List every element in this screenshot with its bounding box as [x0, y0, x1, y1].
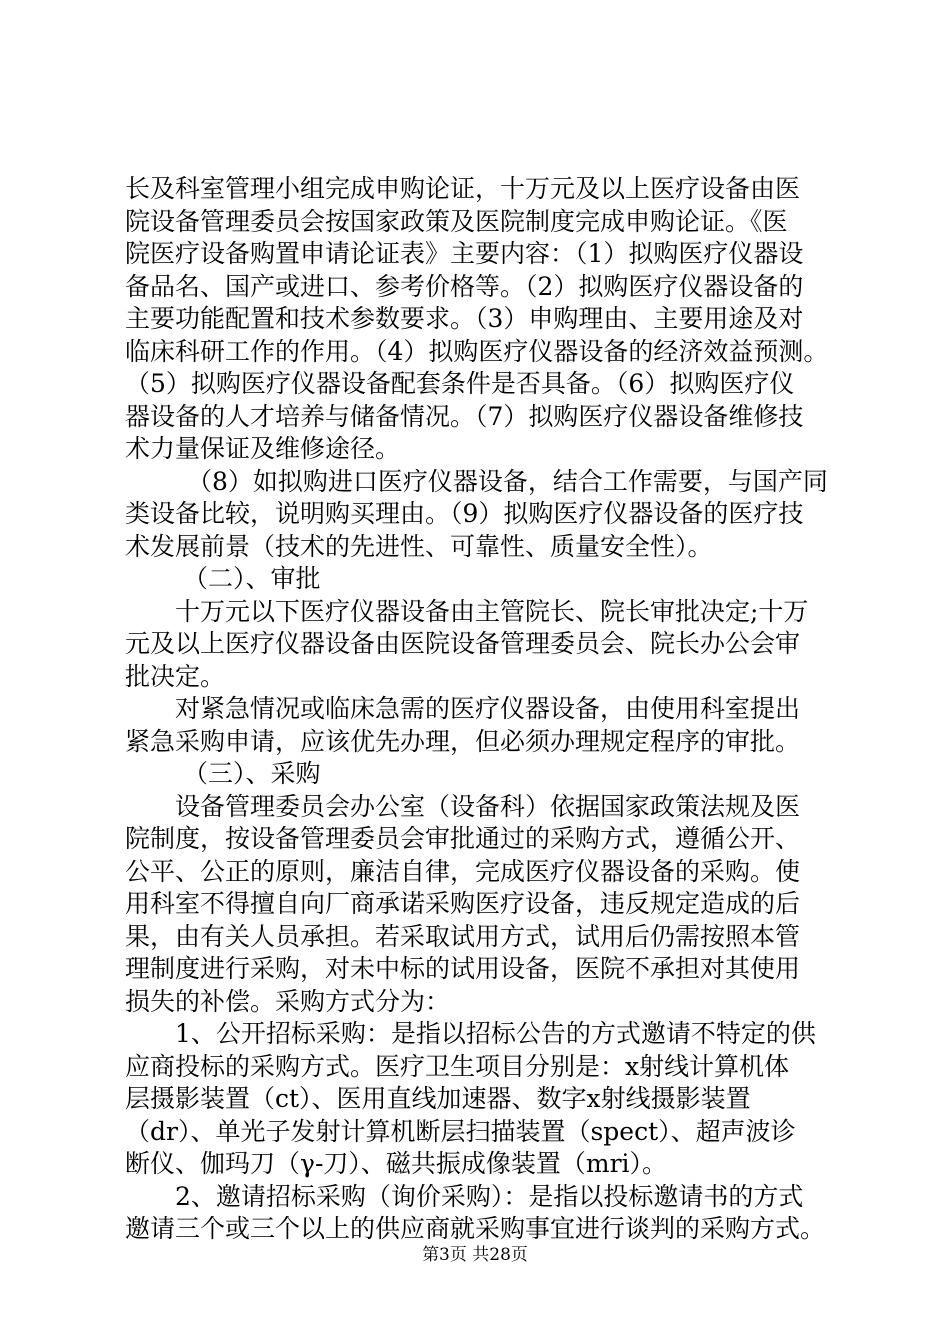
text-line: 公平、公正的原则，廉洁自律，完成医疗仪器设备的采购。使 — [125, 856, 801, 886]
text-line: 邀请三个或三个以上的供应商就采购事宜进行谈判的采购方式。 — [125, 1214, 826, 1243]
text-line: （dr）、单光子发射计算机断层扫描装置（spect）、超声波诊 — [125, 1116, 796, 1146]
text-line: 院设备管理委员会按国家政策及医院制度完成申购论证。《医 — [125, 206, 788, 236]
text-line: 长及科室管理小组完成申购论证，十万元及以上医疗设备由医 — [125, 174, 801, 203]
text-line: 用科室不得擅自向厂商承诺采购医疗设备，违反规定造成的后 — [125, 889, 801, 918]
section-heading-procurement: （三）、采购 — [183, 759, 321, 788]
text-line: 损失的补偿。采购方式分为： — [125, 986, 451, 1016]
paragraph-start-line: 设备管理委员会办公室（设备科）依据国家政策法规及医 — [175, 791, 801, 821]
paragraph-start-line: 对紧急情况或临床急需的医疗仪器设备，由使用科室提出 — [175, 694, 801, 723]
paragraph-start-line: 十万元以下医疗仪器设备由主管院长、院长审批决定;十万 — [175, 596, 809, 626]
text-line: 果，由有关人员承担。若采取试用方式，试用后仍需按照本管 — [125, 921, 801, 951]
text-line: 术发展前景（技术的先进性、可靠性、质量安全性）。 — [125, 531, 713, 561]
text-line: 院医疗设备购置申请论证表》主要内容：（1）拟购医疗仪器设 — [125, 239, 804, 268]
section-heading-approval: （二）、审批 — [183, 564, 321, 593]
text-line: 层摄影装置（ct）、医用直线加速器、数字x射线摄影装置 — [125, 1084, 751, 1113]
paragraph-start-line: （8）如拟购进口医疗仪器设备，结合工作需要，与国产同 — [187, 466, 828, 496]
text-line: 主要功能配置和技术参数要求。（3）申购理由、主要用途及对 — [125, 304, 804, 333]
text-line: （5）拟购医疗仪器设备配套条件是否具备。（6）拟购医疗仪 — [125, 369, 795, 398]
page-number-footer: 第3页 共28页 — [422, 1245, 528, 1265]
text-line: 院制度，按设备管理委员会审批通过的采购方式，遵循公开、 — [125, 824, 801, 853]
text-line: 理制度进行采购，对未中标的试用设备，医院不承担对其使用 — [125, 954, 801, 983]
text-line: 类设备比较，说明购买理由。（9）拟购医疗仪器设备的医疗技 — [125, 499, 804, 528]
text-line: 器设备的人才培养与储备情况。（7）拟购医疗仪器设备维修技 — [125, 401, 804, 431]
text-line: 紧急采购申请，应该优先办理，但必须办理规定程序的审批。 — [125, 726, 801, 756]
text-line: 元及以上医疗仪器设备由医院设备管理委员会、院长办公会审 — [125, 629, 801, 658]
document-body — [125, 173, 835, 1246]
text-line: 临床科研工作的作用。（4）拟购医疗仪器设备的经济效益预测。 — [125, 336, 829, 366]
list-item-start-line: 1、公开招标采购：是指以招标公告的方式邀请不特定的供 — [175, 1019, 816, 1048]
text-line: 断仪、伽玛刀（γ-刀）、磁共振成像装置（mri）。 — [125, 1149, 668, 1178]
text-line: 批决定。 — [125, 661, 226, 691]
text-line: 应商投标的采购方式。医疗卫生项目分别是：x射线计算机体 — [125, 1051, 790, 1081]
list-item-start-line: 2、邀请招标采购（询价采购）：是指以投标邀请书的方式 — [175, 1181, 804, 1211]
text-line: 术力量保证及维修途径。 — [125, 434, 401, 463]
text-line: 备品名、国产或进口、参考价格等。（2）拟购医疗仪器设备的 — [125, 271, 804, 301]
